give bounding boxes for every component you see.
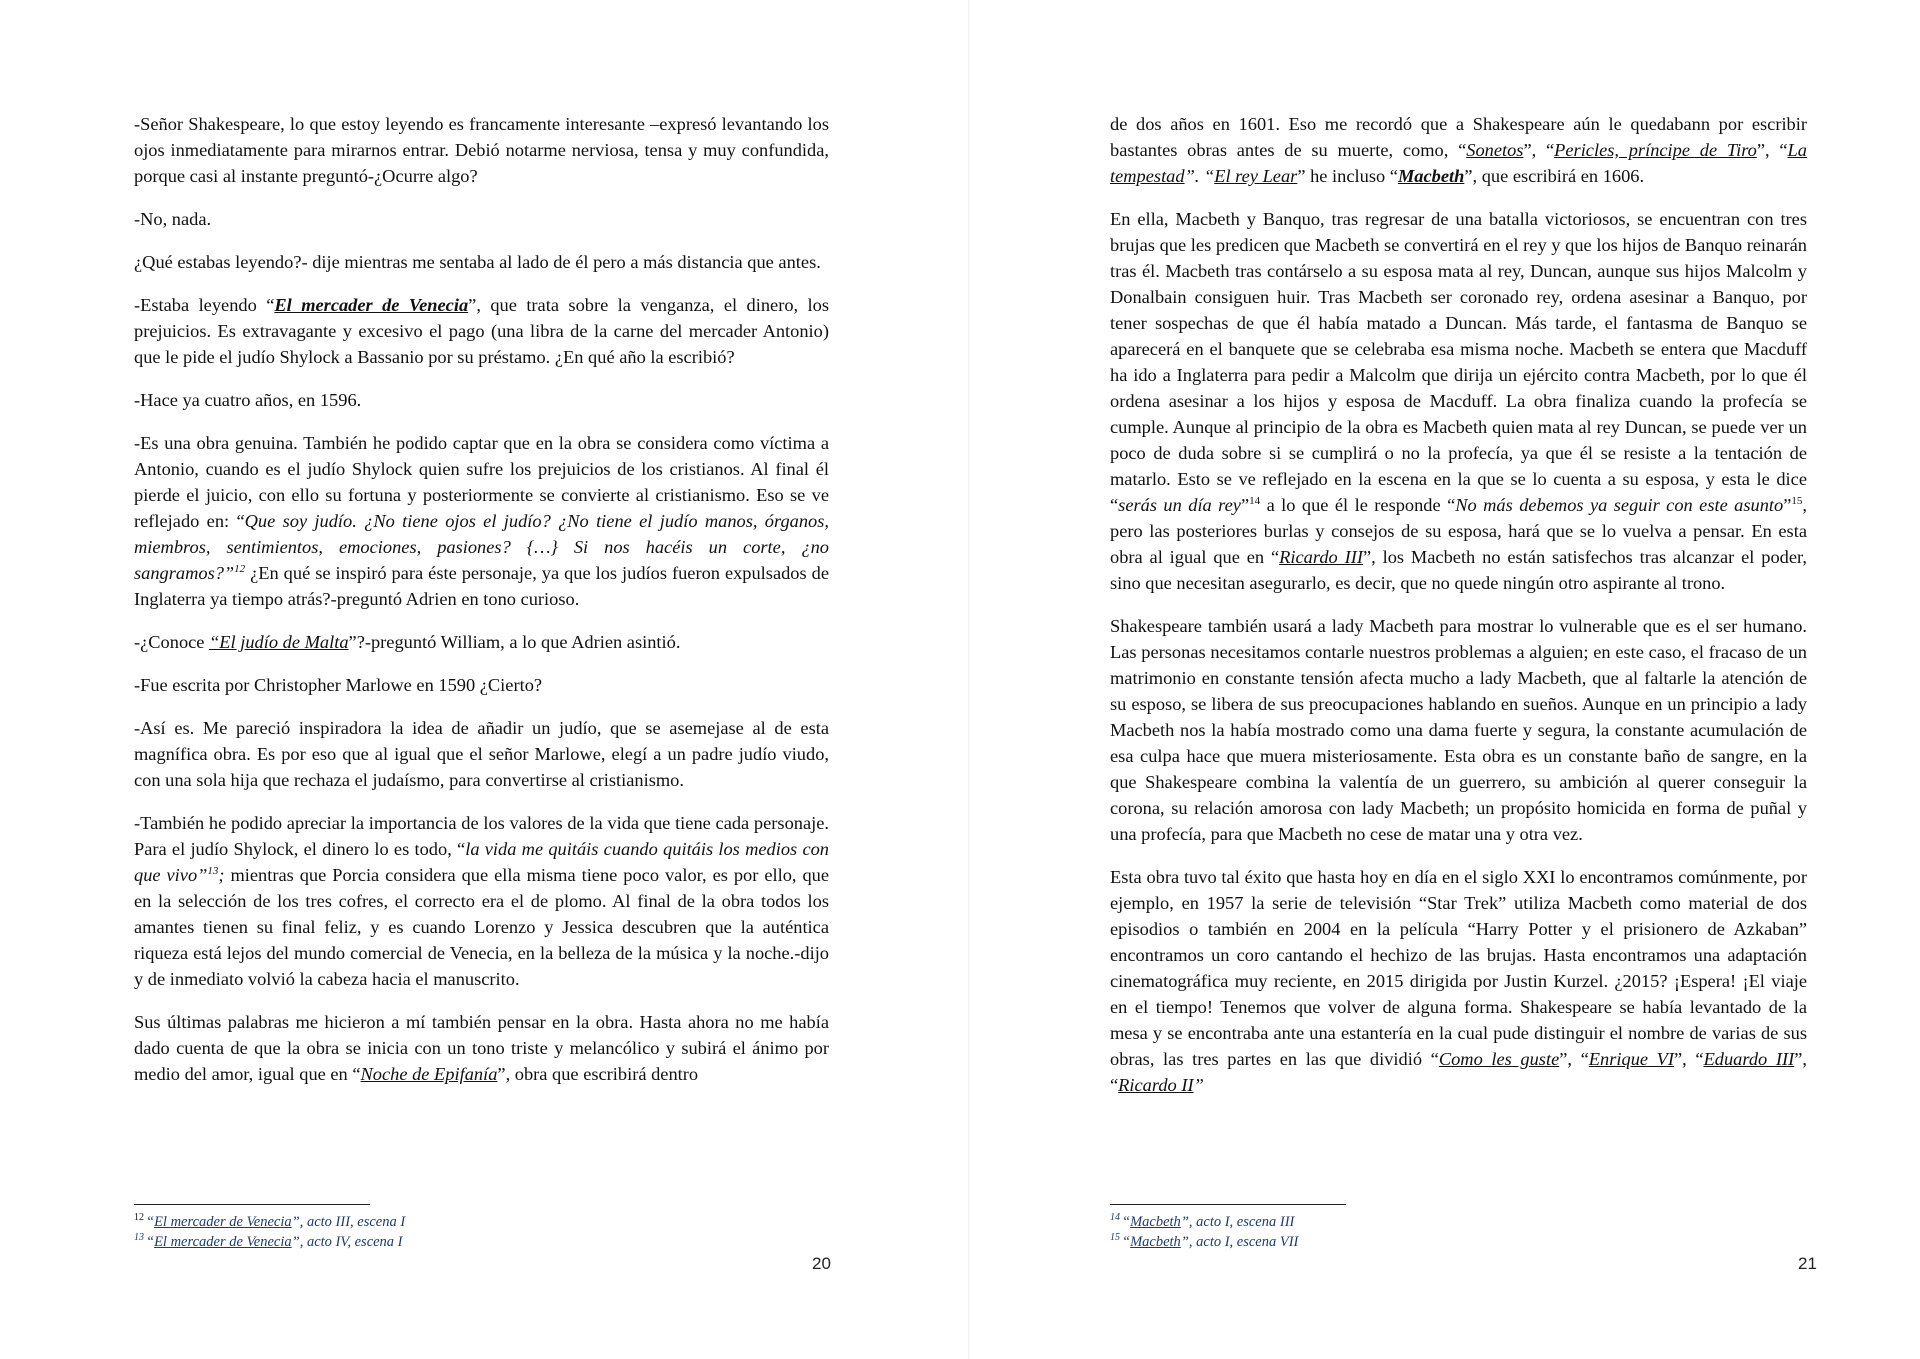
- paragraph-text: -Es una obra genuina. También he podido captar que en la obra se considera como víctima a Antonio, cuando es el judío Shylock quien sufre los prejuicios de los cristianos. Al final él pierde el juicio, con ello su fortuna y posteriormente se convierte al cristianismo. Eso se ve reflejado en: “: [134, 433, 829, 531]
- footnote-text: “: [1122, 1234, 1131, 1250]
- footnote-link[interactable]: Macbeth: [1130, 1214, 1181, 1230]
- footnote-reference[interactable]: 15: [1791, 494, 1803, 507]
- paragraph: [134, 206, 829, 232]
- paragraph-text: -También he podido apreciar la importancia de los valores de la vida que tiene cada personaje. Para el judío Shylock, el dinero lo es todo, “: [134, 813, 829, 859]
- footnote-link[interactable]: Macbeth: [1130, 1234, 1181, 1250]
- paragraph-text: a lo que él le responde “: [1260, 495, 1456, 515]
- quotation: ;: [218, 865, 225, 885]
- right-body-text: [1110, 111, 1807, 1115]
- footnote-number: 15: [1110, 1232, 1120, 1244]
- paragraph: En ella, Macbeth y Banquo, tras regresar de una batalla victoriosos, se encuentran con tres brujas que les predicen que Macbeth se convertirá en el rey y que los hijos de Banquo reinarán tras él. Macbeth tras contárselo a su esposa mata al rey, Duncan, aunque sus hijos Malcolm y Donalbain consiguen huir. Tras Macbeth ser coronado rey, ordena asesinar a Banquo, por tener sospechas de que él había matado a Duncan. Más tarde, el fantasma de Banquo se aparecerá en el banquete que se celebraba esa misma noche. Macbeth se entera que Macduff ha ido a Inglaterra para pedir a Malcolm que dirija un ejército contra Macbeth, por lo que él ordena asesinar a los hijos y esposa de Macduff. La obra finaliza cuando la profecía se cumple. Aunque al principio de la obra es Macbeth quien mata al rey Duncan, se puede ver un poco de duda sobre si se cumplirá o no la profecía, ya que él se resiste a la tentación de matarlo. Esto se ve reflejado en la escena en la que se lo cuenta a su esposa, y esta le dice “serás un día rey”$^{14}$ a lo que él le responde “No más debemos ya seguir con este asunto”$^{15}$, pero las posteriores burlas y consejos de su esposa, hará que se lo vuelva a pensar. En esta obra al igual que en “Ricardo III”, los Macbeth no están satisfechos tras alcanzar el poder, sino que necesitan asegurarlo, es decir, que no quede ningún otro aspirante al trono.: [1110, 209, 1808, 593]
- paragraph-text: ”, que escribirá en 1606.: [1464, 166, 1645, 186]
- paragraph: [134, 292, 829, 370]
- paragraph-text: mientras que Porcia considera que ella misma tiene poco valor, es por ello, que en la selección de los tres cofres, el correcto era el de plomo. Al final de la obra todos los amantes tienen su final feliz, y es cuando Lorenzo y Jessica descubren que la auténtica riqueza está lejos del mundo comercial de Venecia, en la belleza de la música y la noche.-dijo y de inmediato volvió la cabeza hacia el manuscrito.: [134, 865, 830, 989]
- page-number: 20: [812, 1254, 831, 1273]
- work-title-link[interactable]: Macbeth: [1397, 166, 1465, 186]
- paragraph-text: ¿Qué estabas leyendo?- dije mientras me sentaba al lado de él pero a más distancia que antes.: [134, 252, 821, 272]
- work-title-link[interactable]: Como les guste: [1438, 1049, 1560, 1069]
- footnote-link[interactable]: El mercader de Venecia: [154, 1214, 292, 1230]
- paragraph: [134, 629, 829, 655]
- paragraph-text: -Así es. Me pareció inspiradora la idea de añadir un judío, que se asemejase al de esta magnífica obra. Es por eso que al igual que el señor Marlowe, elegí a un padre judío viudo, con una sola hija que rechaza el judaísmo, para convertirse al cristianismo.: [134, 718, 829, 790]
- paragraph-text: ”, “: [1523, 140, 1555, 160]
- footnote: [1110, 1232, 1298, 1252]
- paragraph-text: Sus últimas palabras me hicieron a mí también pensar en la obra. Hasta ahora no me había dado cuenta de que la obra se inicia con un tono triste y melancólico y subirá el ánimo por medio del amor, igual que en “: [134, 1012, 829, 1084]
- quotation: Que soy judío. ¿No tiene ojos el judío? ¿No tiene el judío manos, órganos, miembros, sentimientos, emociones, pasiones? {…} Si nos hacéis un corte, ¿no sangramos?”: [134, 511, 830, 583]
- footnote-reference[interactable]: 12: [234, 562, 246, 575]
- paragraph: [134, 430, 829, 612]
- paragraph-text: ”: [1193, 1075, 1204, 1095]
- footnotes: [1110, 1212, 1298, 1252]
- paragraph-text: Esta obra tuvo tal éxito que hasta hoy en día en el siglo XXI lo encontramos comúnmente, por ejemplo, en 1957 la serie de televisión “Star Trek” utiliza Macbeth como material de dos episodios o también en 2004 en la película “Harry Potter y el prisionero de Azkaban” encontramos un coro cantando el hechizo de las brujas. Hasta encontramos una adaptación cinematográfica muy reciente, en 2015 dirigida por Justin Kurzel. ¿2015? ¡Espera! ¡El viaje en el tiempo! Tenemos que volver de alguna forma. Shakespeare se había levantado de la mesa y se encontraba ante una estantería en la cual pude distinguir el nombre de varias de sus obras, las tres partes en las que dividió “: [1110, 867, 1807, 1069]
- footnote-number: 12: [134, 1212, 144, 1224]
- right-page: [970, 0, 1920, 1359]
- paragraph: [1110, 613, 1807, 847]
- work-title-link[interactable]: Ricardo II: [1118, 1075, 1194, 1095]
- paragraph-text: ¿En qué se inspiró para éste personaje, ya que los judíos fueron expulsados de Inglaterra ya tiempo atrás?-preguntó Adrien en tono curioso.: [134, 563, 829, 609]
- paragraph-text: de dos años en 1601. Eso me recordó que a Shakespeare aún le quedabann por escribir bastantes obras antes de su muerte, como, “: [1110, 114, 1807, 160]
- paragraph-text: ”?-preguntó William, a lo que Adrien asintió.: [348, 632, 681, 652]
- paragraph-text: ”, que trata sobre la venganza, el dinero, los prejuicios. Es extravagante y excesivo el pago (una libra de la carne del mercader Antonio) que le pide el judío Shylock a Bassanio por su préstamo. ¿En qué año la escribió?: [134, 295, 829, 367]
- footnote-text: “: [1122, 1214, 1131, 1230]
- footnote: [134, 1212, 405, 1232]
- work-title-link[interactable]: Ricardo III: [1279, 547, 1363, 567]
- paragraph: [134, 672, 829, 698]
- work-title-link[interactable]: El rey Lear: [1214, 166, 1298, 186]
- work-title-link[interactable]: Noche de Epifanía: [360, 1064, 498, 1084]
- paragraph-text: ”, “: [1756, 140, 1788, 160]
- paragraph-text: , pero las posteriores burlas y consejos de su esposa, hará que se lo vuelva a pensar. En esta obra al igual que en “: [1110, 495, 1808, 567]
- footnote-text: ”, acto I, escena III: [1180, 1214, 1295, 1230]
- paragraph: [134, 249, 829, 275]
- paragraph-text: ” he incluso “: [1297, 166, 1398, 186]
- paragraph: [1110, 864, 1807, 1098]
- work-title-link[interactable]: “El judío de Malta: [209, 632, 349, 652]
- quotation: No más debemos ya seguir con este asunto: [1455, 495, 1784, 515]
- footnote-number: 13: [134, 1232, 144, 1244]
- footnote-divider: [134, 1204, 370, 1205]
- footnote: [1110, 1212, 1298, 1232]
- paragraph-text: ”, “: [1559, 1049, 1589, 1069]
- paragraph-text: ”, los Macbeth no están satisfechos tras alcanzar el poder, sino que necesitan asegurarlo, es decir, que no quede ningún otro aspirante al trono.: [1110, 547, 1807, 593]
- page-number: 21: [1798, 1254, 1817, 1273]
- work-title-link[interactable]: Eduardo III: [1703, 1049, 1795, 1069]
- work-title-link[interactable]: Enrique VI: [1588, 1049, 1675, 1069]
- paragraph-text: ”, obra que escribirá dentro: [497, 1064, 699, 1084]
- footnote-text: “: [146, 1214, 155, 1230]
- quotation: la vida me quitáis cuando quitáis los medios con que vivo”: [134, 839, 829, 885]
- footnote-number: 14: [1110, 1212, 1120, 1224]
- work-title-link[interactable]: La tempestad: [1110, 140, 1807, 186]
- paragraph: [134, 810, 829, 992]
- footnote-link[interactable]: El mercader de Venecia: [154, 1234, 292, 1250]
- footnote-text: ”, acto III, escena I: [291, 1214, 406, 1230]
- footnotes: [134, 1212, 405, 1252]
- paragraph: [134, 715, 829, 793]
- footnote-reference[interactable]: 13: [207, 864, 219, 877]
- paragraph-text: -Señor Shakespeare, lo que estoy leyendo es francamente interesante –expresó levantando los ojos inmediatamente para mirarnos entrar. Debió notarme nerviosa, tensa y muy confundida, porque casi al instante preguntó-¿Ocurre algo?: [134, 114, 829, 186]
- paragraph-text: Shakespeare también usará a lady Macbeth para mostrar lo vulnerable que es el ser humano. Las personas necesitamos contarle nuestros problemas a alguien; en este caso, el fracaso de un matrimonio en constante tensión afecta mucho a lady Macbeth, que al faltarle la atención de su esposo, se libera de sus preocupaciones hablando en sueños. Aunque en un principio a lady Macbeth nos la había mostrado como una dama fuerte y segura, la constante acumulación de esa culpa hace que muera misteriosamente. Esta obra es un constante baño de sangre, en la que Shakespeare combina la valentía de un guerrero, su ambición al querer conseguir la corona, su relación amorosa con lady Macbeth; un propósito homicida en forma de puñal y una profecía, para que Macbeth no cese de matar una y otra vez.: [1110, 616, 1807, 844]
- paragraph-text: -Hace ya cuatro años, en 1596.: [134, 390, 362, 410]
- footnote-reference[interactable]: 14: [1249, 494, 1261, 507]
- footnote: [134, 1232, 405, 1252]
- paragraph-text: -Fue escrita por Christopher Marlowe en 1590 ¿Cierto?: [134, 675, 543, 695]
- quotation: serás un día rey: [1118, 495, 1241, 515]
- footnote-text: ”, acto I, escena VII: [1180, 1234, 1299, 1250]
- paragraph-text: ”. “: [1184, 166, 1215, 186]
- paragraph-text: ”, “: [1674, 1049, 1704, 1069]
- work-title-link[interactable]: Sonetos: [1466, 140, 1524, 160]
- paragraph: [134, 1009, 829, 1087]
- paragraph: [134, 111, 829, 189]
- footnote-text: ”, acto IV, escena I: [291, 1234, 403, 1250]
- paragraph-text: -No, nada.: [134, 209, 212, 229]
- paragraph-text: En ella, Macbeth y Banquo, tras regresar de una batalla victoriosos, se encuentran con tres brujas que les predicen que Macbeth se convertirá en el rey y que los hijos de Banquo reinarán tras él. Macbeth tras contárselo a su esposa mata al rey, Duncan, aunque sus hijos Malcolm y Donalbain consiguen huir. Tras Macbeth ser coronado rey, ordena asesinar a Banquo, por tener sospechas de que él había matado a Duncan. Más tarde, el fantasma de Banquo se aparecerá en el banquete que se celebraba esa misma noche. Macbeth se entera que Macduff ha ido a Inglaterra para pedir a Malcolm que dirija un ejército contra Macbeth, por lo que él ordena asesinar a los hijos y esposa de Macduff. La obra finaliza cuando la profecía se cumple. Aunque al principio de la obra es Macbeth quien mata al rey Duncan, se puede ver un poco de duda sobre si se cumplirá o no la profecía, ya que él se resiste a la tentación de matarlo. Esto se ve reflejado en la escena en la que se lo cuenta a su esposa, y esta le dice “: [1110, 209, 1807, 515]
- paragraph-text: -Estaba leyendo “: [134, 295, 275, 315]
- footnote-divider: [1110, 1204, 1346, 1205]
- work-title-link[interactable]: El mercader de Venecia: [274, 295, 469, 315]
- footnote-text: “: [146, 1234, 155, 1250]
- paragraph-text: -¿Conoce: [134, 632, 210, 652]
- paragraph: [134, 387, 829, 413]
- paragraph: [1110, 111, 1807, 189]
- work-title-link[interactable]: Pericles, príncipe de Tiro: [1554, 140, 1757, 160]
- paragraph-text: ”, “: [1110, 1049, 1807, 1095]
- left-body-text: [134, 111, 829, 1104]
